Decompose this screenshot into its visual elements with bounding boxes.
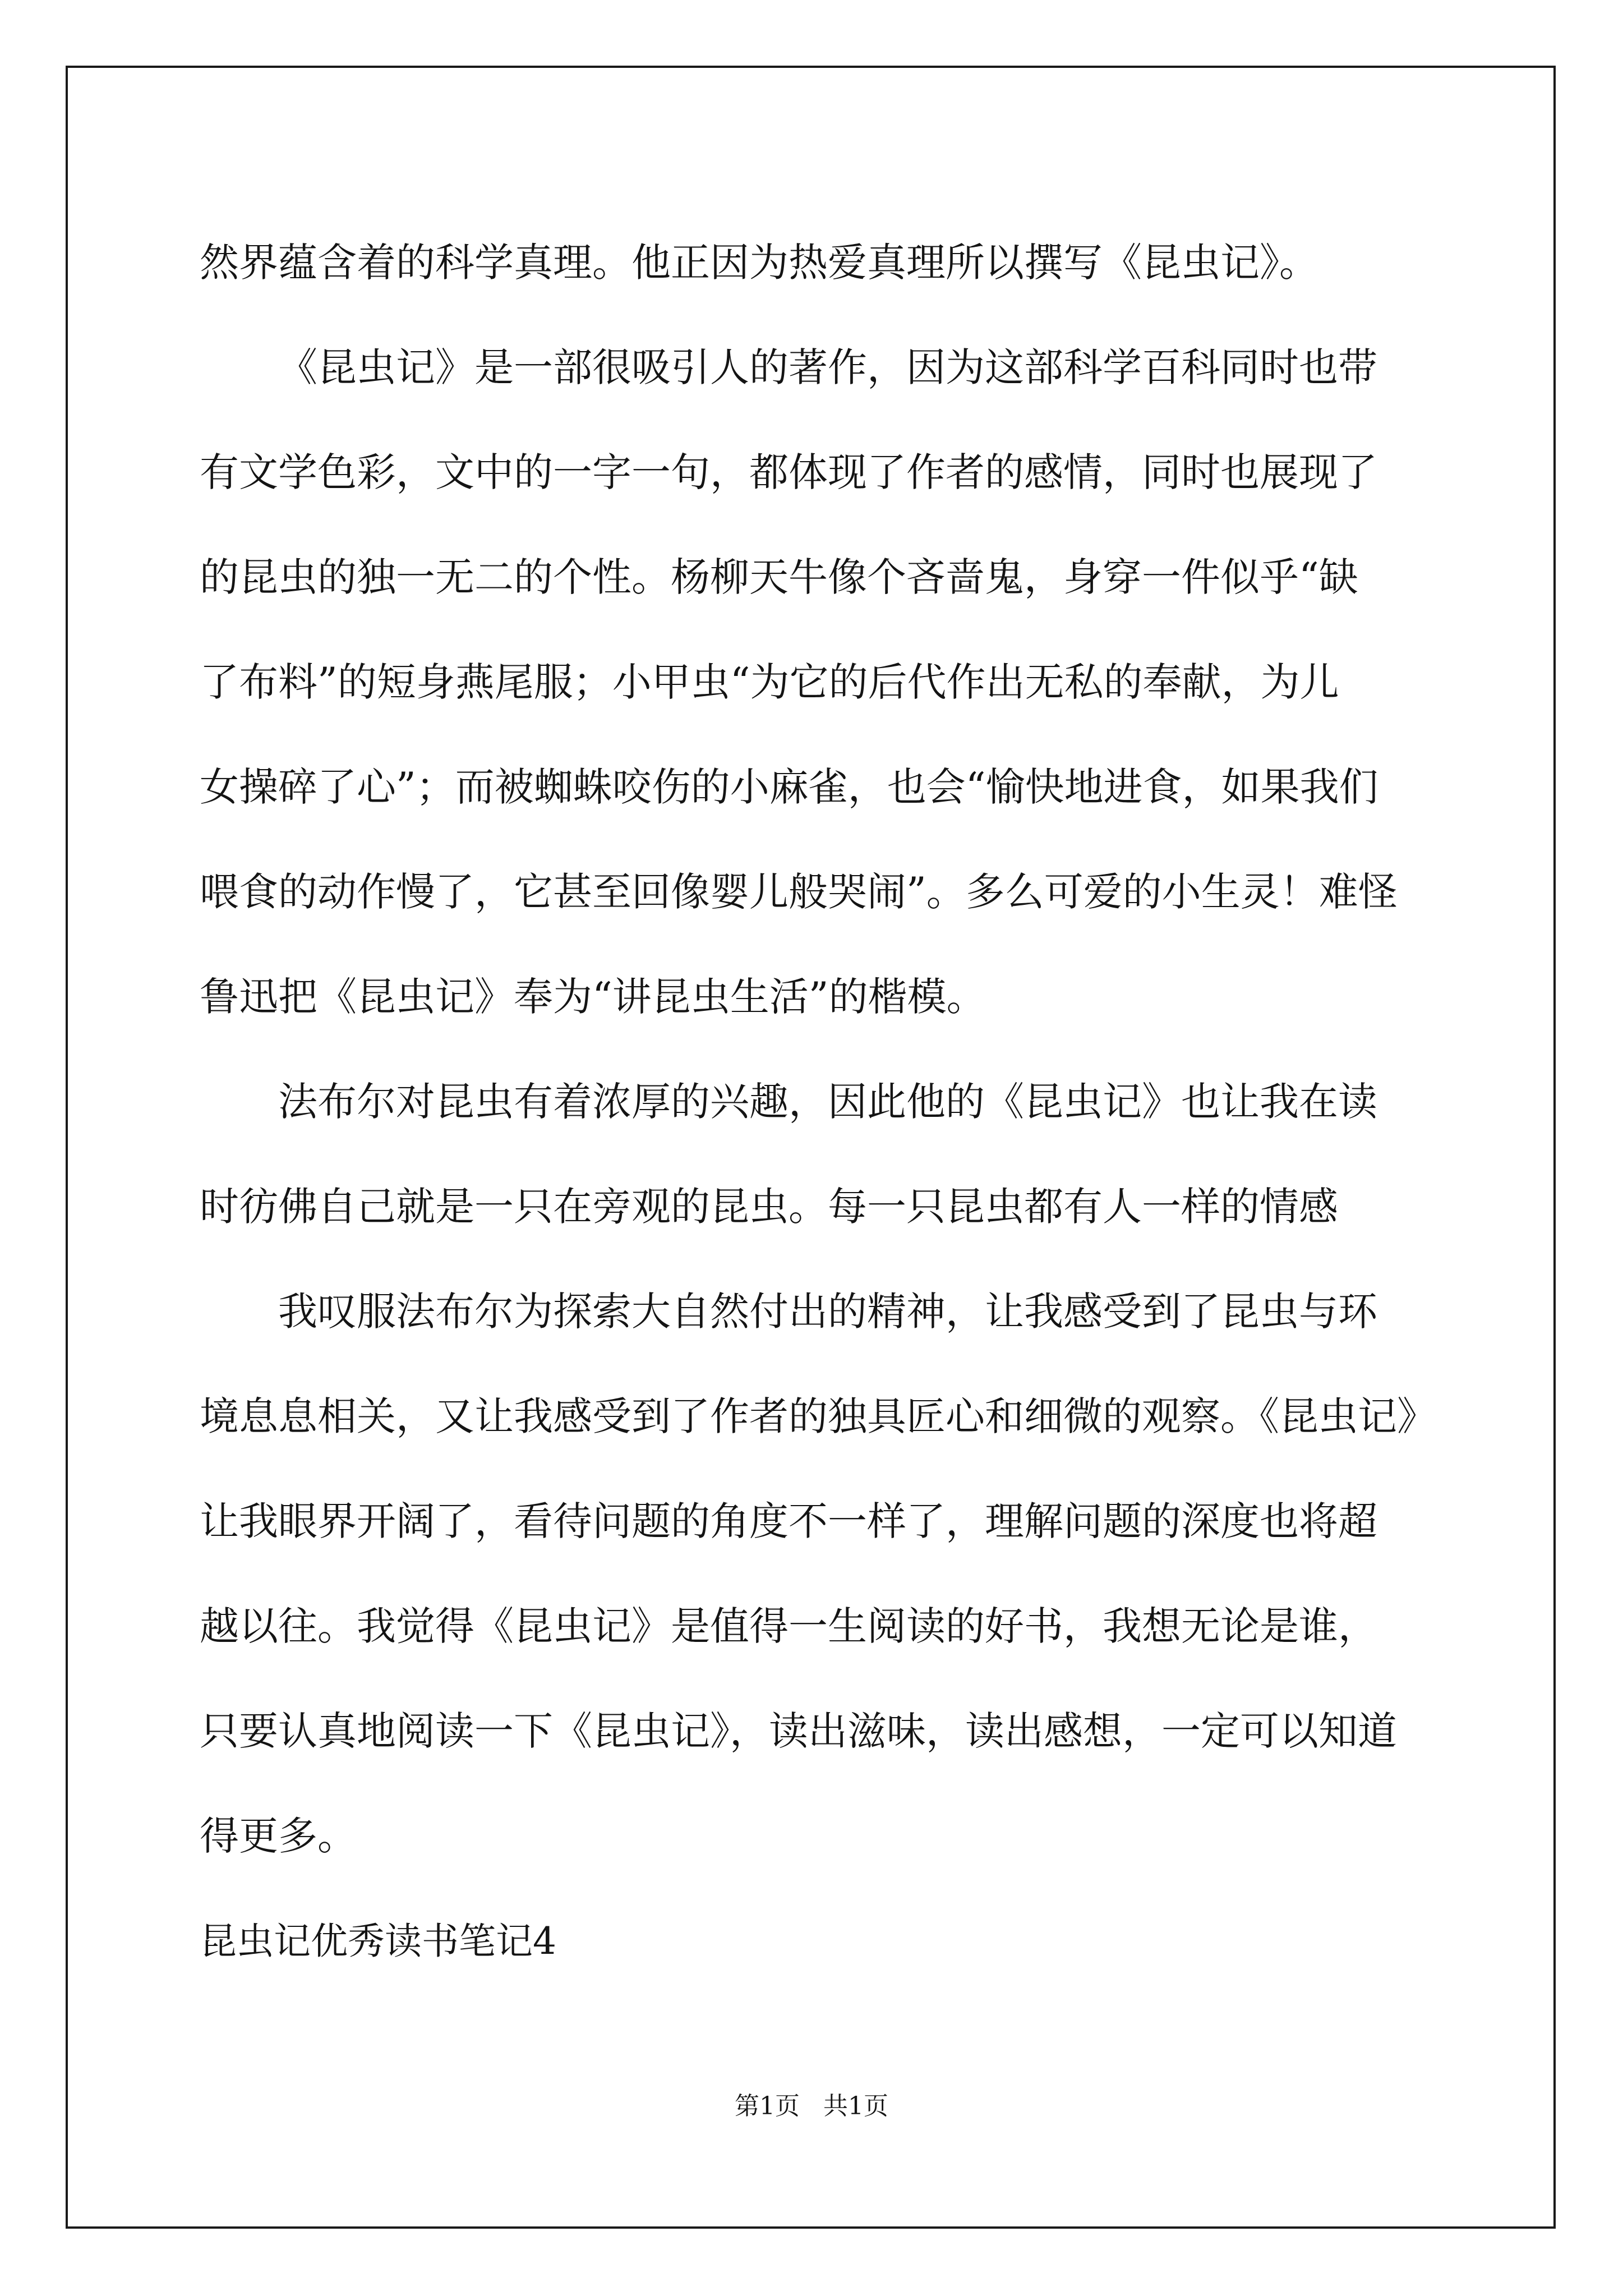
text-line: 时彷佛自己就是一只在旁观的昆虫。每一只昆虫都有人一样的情感	[200, 1184, 1338, 1230]
text-line: 喂食的动作慢了，它甚至回像婴儿般哭闹”。多么可爱的小生灵！难怪	[200, 869, 1398, 915]
text-line: 我叹服法布尔为探索大自然付出的精神，让我感受到了昆虫与环	[278, 1289, 1377, 1335]
paragraph-1	[200, 210, 1422, 315]
paragraph-3	[200, 1050, 1422, 1259]
page-footer: 第1页 共1页	[735, 2092, 888, 2120]
text-line: 的昆虫的独一无二的个性。杨柳天牛像个吝啬鬼，身穿一件似乎“缺	[200, 554, 1358, 600]
text-line: 境息息相关，又让我感受到了作者的独具匠心和细微的观察。《昆虫记》	[200, 1393, 1436, 1439]
document-body	[200, 210, 1436, 1994]
text-line: 有文学色彩，文中的一字一句，都体现了作者的感情，同时也展现了	[200, 449, 1377, 495]
text-line: 然界蕴含着的科学真理。他正因为热爱真理所以撰写《昆虫记》。	[200, 240, 1318, 286]
text-line: 了布料”的短身燕尾服；小甲虫“为它的后代作出无私的奉献，为儿	[200, 659, 1339, 705]
text-line: 女操碎了心”；而被蜘蛛咬伤的小麻雀，也会“愉快地进食，如果我们	[200, 764, 1378, 810]
text-line: 法布尔对昆虫有着浓厚的兴趣，因此他的《昆虫记》也让我在读	[278, 1079, 1377, 1125]
text-line: 鲁迅把《昆虫记》奉为“讲昆虫生活”的楷模。	[200, 974, 986, 1020]
text-line: 得更多。	[200, 1813, 357, 1859]
text-line: 只要认真地阅读一下《昆虫记》，读出滋味，读出感想，一定可以知道	[200, 1708, 1397, 1754]
text-line: 越以往。我觉得《昆虫记》是值得一生阅读的好书，我想无论是谁，	[200, 1603, 1377, 1649]
section-heading: 昆虫记优秀读书笔记4	[200, 1920, 556, 1963]
text-line: 《昆虫记》是一部很吸引人的著作，因为这部科学百科同时也带	[278, 344, 1377, 390]
paragraph-4	[200, 1259, 1436, 1889]
text-line: 让我眼界开阔了，看待问题的角度不一样了，理解问题的深度也将超	[200, 1498, 1377, 1544]
paragraph-2	[200, 315, 1422, 1050]
